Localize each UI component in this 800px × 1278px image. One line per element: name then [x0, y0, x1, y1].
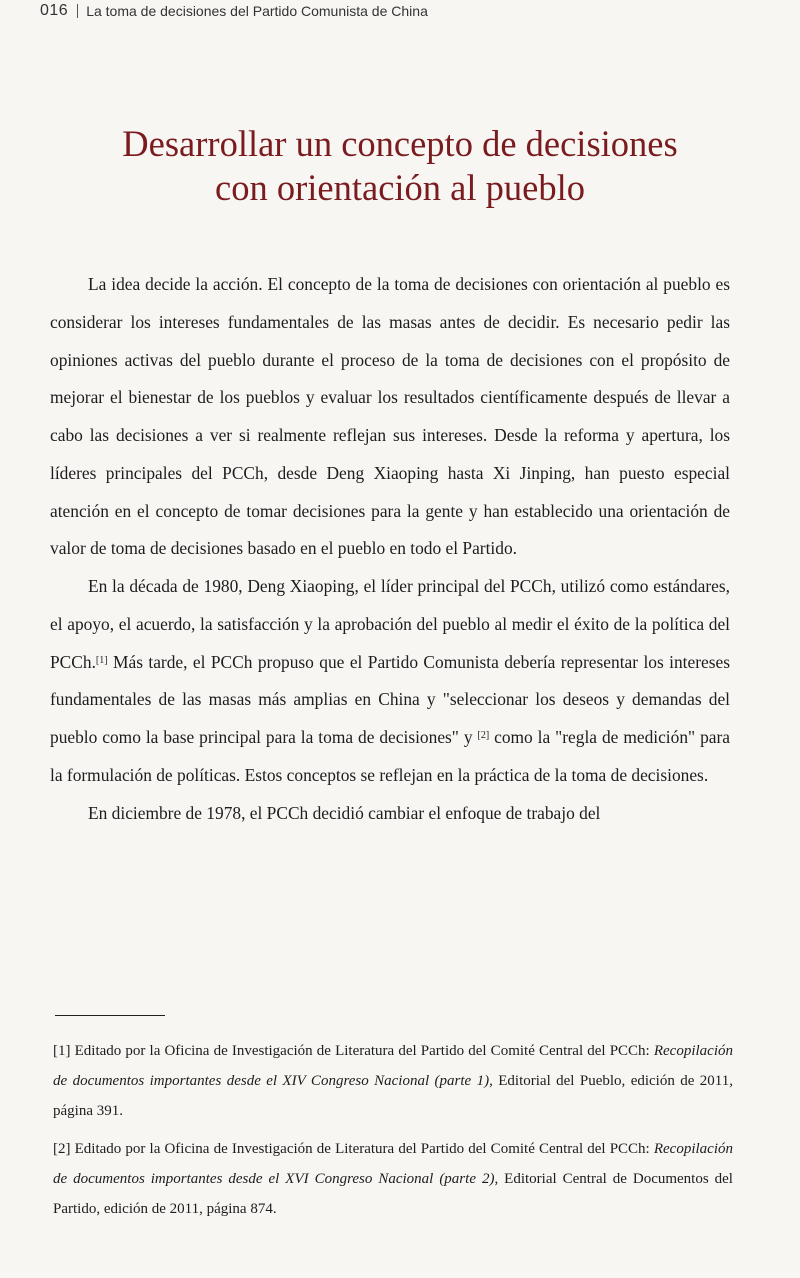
- footnote-ref-1: [1]: [95, 654, 108, 666]
- footnotes: [53, 1036, 733, 1232]
- footnote-1-publisher: , Editorial del Pueblo, edición de 2011, página 391.: [53, 1073, 734, 1119]
- footnote-1-work-title: Recopilación de documentos importantes desde el XIV Congreso Nacional (parte 1): [53, 1043, 733, 1089]
- chapter-title-line-1: Desarrollar un concepto de decisiones: [122, 123, 678, 164]
- footnote-2-publisher: , Editorial Central de Documentos del Partido, edición de 2011, página 874.: [53, 1171, 733, 1217]
- running-head: [40, 0, 428, 22]
- footnote-2-marker: [2]: [53, 1141, 71, 1157]
- footnote-2-text: Editado por la Oficina de Investigación de Literatura del Partido del Comité Central del PCCh:: [70, 1141, 654, 1157]
- header-separator: [77, 4, 78, 18]
- footnote-2-work-title: Recopilación de documentos importantes desde el XVI Congreso Nacional (parte 2): [53, 1141, 733, 1187]
- chapter-title-line-2: con orientación al pueblo: [215, 167, 585, 208]
- paragraph-1: La idea decide la acción. El concepto de la toma de decisiones con orientación al pueblo es considerar los intereses fundamentales de las masas antes de decidir. Es necesario pedir las opiniones activas del pueblo durante el proceso de la toma de decisiones con el propósito de mejorar el bienestar de los pueblos y evaluar los resultados científicamente después de llevar a cabo las decisiones a ver si realmente reflejan sus intereses. Desde la reforma y apertura, los líderes principales del PCCh, desde Deng Xiaoping hasta Xi Jinping, han puesto especial atención en el concepto de tomar decisiones para la gente y han establecido una orientación de valor de toma de decisiones basado en el pueblo en todo el Partido.: [50, 274, 730, 559]
- page-number: 016: [40, 2, 69, 19]
- footnote-divider: [55, 1015, 165, 1016]
- paragraph-2-part-c: como la "regla de medición" para la formulación de políticas. Estos conceptos se reflejan en la práctica de la toma de decisiones.: [50, 727, 730, 785]
- footnote-1-marker: [1]: [53, 1043, 71, 1059]
- book-title: La toma de decisiones del Partido Comunista de China: [86, 3, 428, 19]
- footnote-2: [53, 1134, 733, 1224]
- paragraph-2: [50, 568, 730, 795]
- footnote-ref-2: [2]: [477, 730, 490, 741]
- body-text: [50, 266, 730, 832]
- paragraph-2-part-a: En la década de 1980, Deng Xiaoping, el líder principal del PCCh, utilizó como estándares, el apoyo, el acuerdo, la satisfacción y la aprobación del pueblo al medir el éxito de la política del PCCh.: [50, 576, 730, 672]
- paragraph-2-part-b: Más tarde, el PCCh propuso que el Partido Comunista debería representar los intereses fundamentales de las masas más amplias en China y "seleccionar los deseos y demandas del pueblo como la base principal para la toma de decisiones" y: [50, 651, 730, 747]
- footnote-1: [53, 1036, 733, 1126]
- chapter-title: [40, 122, 760, 210]
- footnote-1-text: Editado por la Oficina de Investigación de Literatura del Partido del Comité Central del PCCh:: [70, 1043, 654, 1059]
- paragraph-3: En diciembre de 1978, el PCCh decidió cambiar el enfoque de trabajo del: [88, 802, 601, 823]
